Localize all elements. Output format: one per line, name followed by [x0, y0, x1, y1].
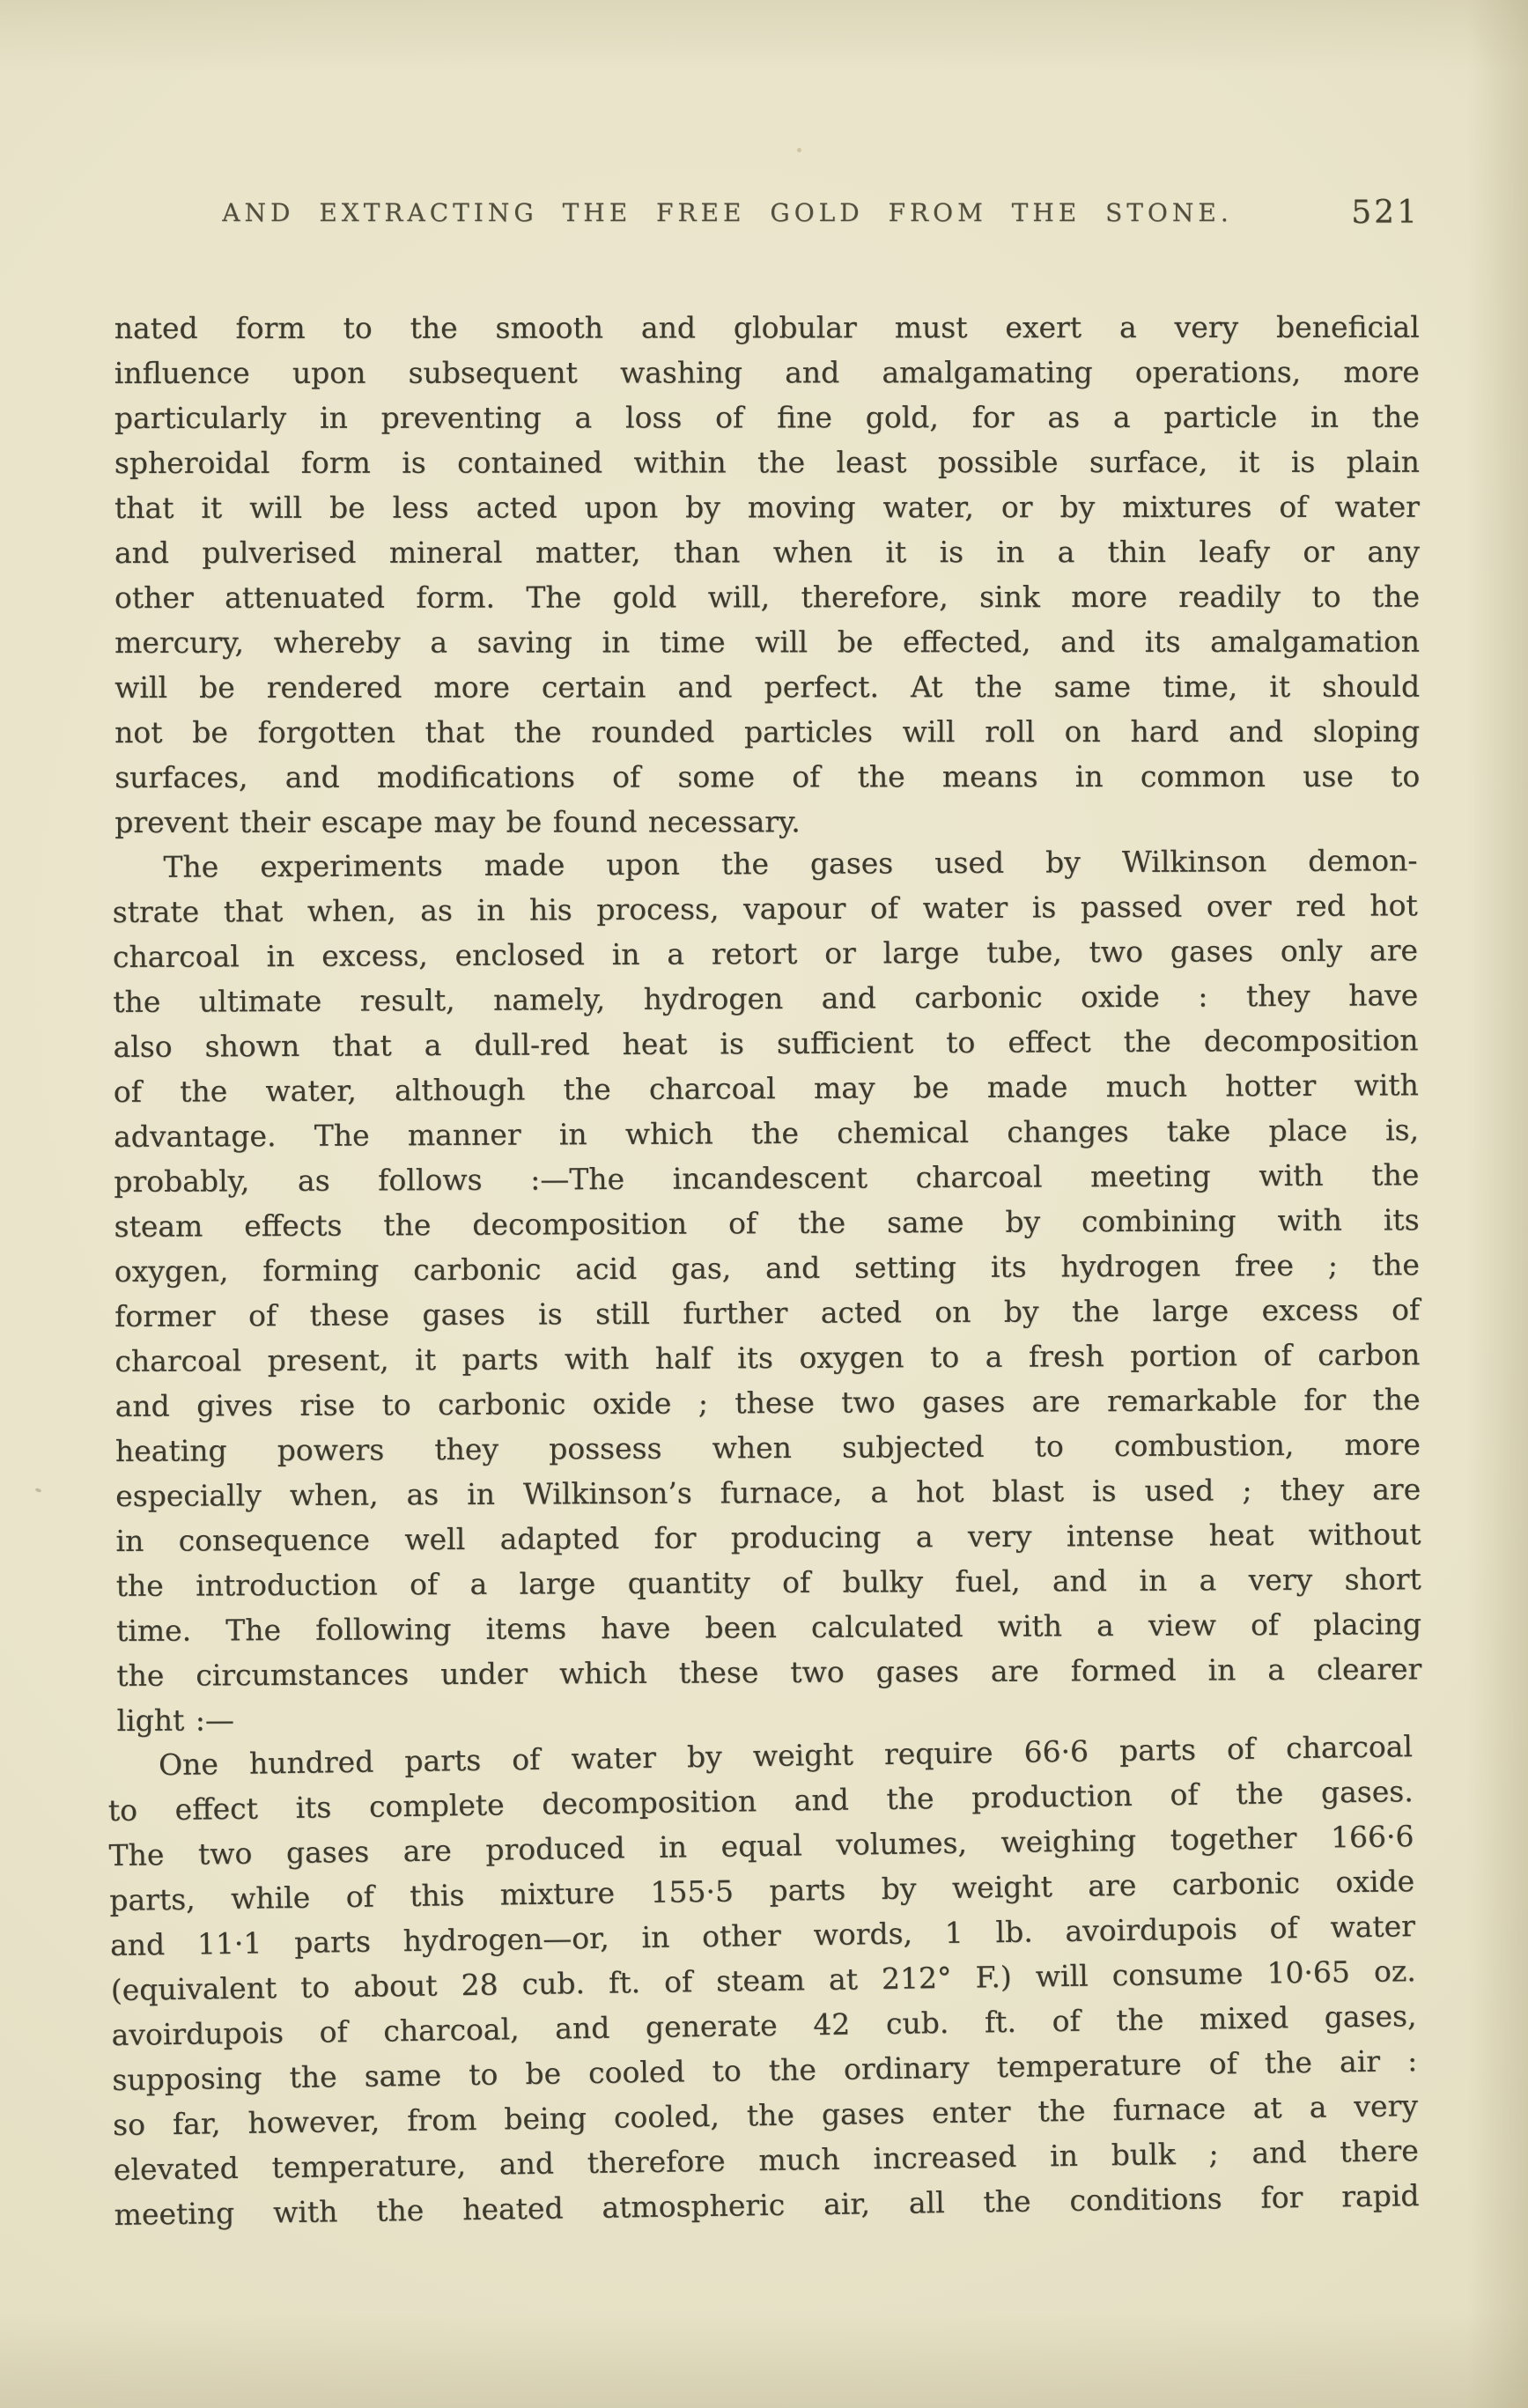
text-line: oxygen, forming carbonic acid gas, and setting its hydrogen free ; the [114, 1247, 1420, 1289]
text-line: strate that when, as in his process, vapour of water is passed over red hot [112, 888, 1418, 930]
text-line: other attenuated form. The gold will, therefore, sink more readily to the [114, 579, 1421, 615]
text-line: surfaces, and modifications of some of the means in common use to [114, 758, 1421, 794]
text-line: and 11·1 parts hydrogen—or, in other words, 1 lb. avoirdupois of water [109, 1909, 1416, 1963]
text-line: advantage. The manner in which the chemical changes take place is, [113, 1112, 1420, 1155]
text-line: steam effects the decomposition of the same by combining with its [114, 1202, 1420, 1245]
text-line: in consequence well adapted for producing a very intense heat without [115, 1517, 1421, 1558]
text-line: and gives rise to carbonic oxide ; these two gases are remarkable for the [114, 1382, 1421, 1423]
paragraph [112, 838, 1421, 1743]
scan-artifact [35, 1488, 42, 1493]
text-line: to effect its complete decomposition and the production of the gases. [107, 1774, 1414, 1828]
text-line: charcoal present, it parts with half its oxygen to a fresh portion of carbon [114, 1337, 1421, 1378]
text-line: parts, while of this mixture 155·5 parts by weight are carbonic oxide [109, 1864, 1415, 1918]
page-number: 521 [1351, 195, 1420, 231]
text-line: will be rendered more certain and perfect. At the same time, it should [114, 668, 1421, 705]
running-header-title: AND EXTRACTING THE FREE GOLD FROM THE STONE. [222, 198, 1233, 227]
paragraph [114, 305, 1421, 845]
text-line: elevated temperature, and therefore much increased in bulk ; and there [113, 2133, 1419, 2188]
paragraph [107, 1724, 1420, 2237]
text-line: the circumstances under which these two gases are formed in a clearer [116, 1651, 1422, 1693]
text-line: and pulverised mineral matter, than when it is in a thin leafy or any [114, 534, 1420, 570]
page-body-text [107, 306, 1422, 2237]
text-line: nated form to the smooth and globular must exert a very beneficial [114, 309, 1420, 346]
text-line: so far, however, from being cooled, the gases enter the furnace at a very [112, 2088, 1419, 2143]
text-line: The two gases are produced in equal volumes, weighing together 166·6 [108, 1819, 1414, 1873]
text-line: particularly in preventing a loss of fine gold, for as a particle in the [114, 399, 1420, 436]
text-line: (equivalent to about 28 cub. ft. of steam at 212° F.) will consume 10·65 oz. [110, 1954, 1416, 2008]
text-line: especially when, as in Wilkinson’s furnace, a hot blast is used ; they are [115, 1472, 1421, 1513]
text-line: also shown that a dull-red heat is sufficient to effect the decomposition [113, 1023, 1419, 1065]
text-line: supposing the same to be cooled to the ordinary temperature of the air : [112, 2043, 1418, 2098]
text-line: influence upon subsequent washing and amalgamating operations, more [114, 354, 1420, 391]
text-line: former of these gases is still further acted on by the large excess of [114, 1292, 1421, 1333]
text-line: not be forgotten that the rounded particles will roll on hard and sloping [114, 713, 1421, 750]
text-line: probably, as follows :—The incandescent charcoal meeting with the [114, 1157, 1420, 1200]
text-line: prevent their escape may be found necessary. [114, 804, 801, 839]
text-line: mercury, whereby a saving in time will be effected, and its amalgamation [114, 624, 1421, 660]
text-line: avoirdupois of charcoal, and generate 42 cub. ft. of the mixed gases, [111, 1998, 1417, 2053]
text-line: the ultimate result, namely, hydrogen and carbonic oxide : they have [113, 978, 1419, 1020]
text-line: charcoal in excess, enclosed in a retort or large tube, two gases only are [112, 933, 1419, 975]
text-line: the introduction of a large quantity of bulky fuel, and in a very short [115, 1562, 1421, 1603]
text-line: spheroidal form is contained within the least possible surface, it is plain [114, 444, 1420, 481]
text-line: heating powers they possess when subjected to combustion, more [114, 1427, 1421, 1468]
running-header [114, 195, 1420, 239]
text-line: that it will be less acted upon by moving water, or by mixtures of water [114, 489, 1420, 525]
text-line: of the water, although the charcoal may be made much hotter with [113, 1067, 1419, 1110]
scan-artifact [797, 148, 801, 152]
text-line: One hundred parts of water by weight require 66·6 parts of charcoal [158, 1729, 1414, 1783]
text-line: time. The following items have been calculated with a view of placing [115, 1607, 1422, 1648]
text-line: meeting with the heated atmospheric air, all the conditions for rapid [114, 2178, 1420, 2233]
text-line: The experiments made upon the gases used by Wilkinson demon- [163, 843, 1418, 884]
text-line: light :— [116, 1703, 234, 1738]
